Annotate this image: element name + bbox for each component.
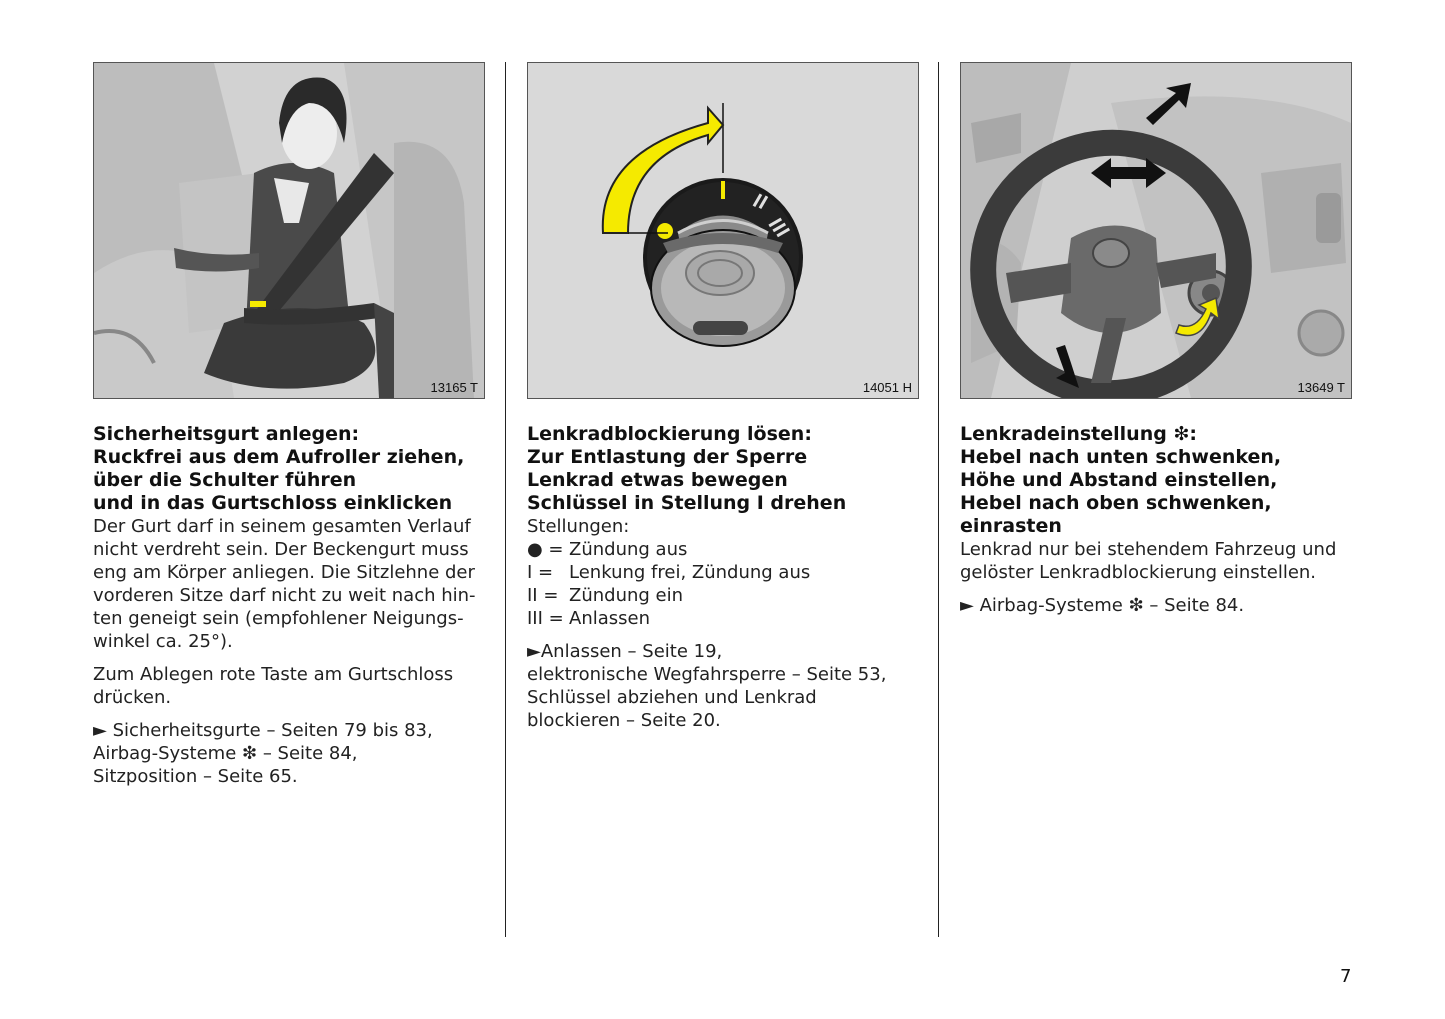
- reference-link[interactable]: ► Airbag-Systeme ❇ – Seite 84.: [960, 595, 1245, 616]
- figure-steering-wheel: [960, 62, 1352, 399]
- heading-line: Schlüssel in Stellung I drehen: [527, 492, 847, 514]
- heading-line: Hebel nach oben schwenken,: [960, 492, 1272, 514]
- heading-line: Sicherheitsgurt anlegen:: [93, 423, 360, 445]
- body-paragraph: Der Gurt darf in seinem gesamten Verlauf nicht verdreht sein. Der Beckengurt muss eng am Körper anliegen. Die Sitzlehne der vorderen Sitze darf nicht zu weit nach hin- ten geneigt sein (empfohlener Neigungs- winkel ca. 25°).: [93, 516, 476, 652]
- position-text: Zündung ein: [569, 585, 684, 606]
- reference-link[interactable]: ► Sicherheitsgurte – Seiten 79 bis 83,: [93, 720, 433, 741]
- page-number: 7: [1340, 966, 1352, 987]
- section-heading: [960, 423, 1352, 538]
- section-heading: [93, 423, 485, 515]
- heading-line: über die Schulter führen: [93, 469, 357, 491]
- position-mark: [721, 181, 725, 199]
- section-steering-adjust: [960, 62, 1352, 617]
- heading-line: Zur Entlastung der Sperre: [527, 446, 808, 468]
- positions-list: [527, 538, 919, 630]
- body-paragraph: Lenkrad nur bei stehendem Fahrzeug und gelöster Lenkradblockierung einstellen.: [960, 539, 1337, 583]
- heading-line: Lenkradblockierung lösen:: [527, 423, 812, 445]
- position-key: III =: [527, 608, 564, 629]
- reference-list: [960, 594, 1352, 617]
- reference-link[interactable]: blockieren – Seite 20.: [527, 710, 721, 731]
- position-row: [527, 607, 919, 630]
- heading-line: Hebel nach unten schwenken,: [960, 446, 1282, 468]
- positions-label: Stellungen:: [527, 516, 630, 537]
- column-divider: [505, 62, 506, 937]
- reference-link[interactable]: ►Anlassen – Seite 19,: [527, 641, 723, 662]
- heading-line: einrasten: [960, 515, 1062, 537]
- body-paragraph: Zum Ablegen rote Taste am Gurtschloss drücken.: [93, 664, 454, 708]
- position-text: Zündung aus: [569, 539, 688, 560]
- reference-link[interactable]: elektronische Wegfahrsperre – Seite 53,: [527, 664, 887, 685]
- figure-ignition-key: [527, 62, 919, 399]
- section-heading: [527, 423, 919, 515]
- position-text: Lenkung frei, Zündung aus: [569, 562, 811, 583]
- section-body: [93, 515, 485, 788]
- reference-link[interactable]: Airbag-Systeme ❇ – Seite 84,: [93, 743, 358, 764]
- position-row: [527, 538, 919, 561]
- section-seatbelt: [93, 62, 485, 788]
- section-body: [527, 515, 919, 732]
- figure-code: 13649 T: [1297, 380, 1345, 395]
- figure-code: 13165 T: [430, 380, 478, 395]
- ignition-illustration: [528, 63, 918, 398]
- heading-line: Lenkrad etwas bewegen: [527, 469, 788, 491]
- heading-line: Höhe und Abstand einstellen,: [960, 469, 1278, 491]
- position-text: Anlassen: [569, 608, 650, 629]
- reference-link[interactable]: Sitzposition – Seite 65.: [93, 766, 298, 787]
- position-key: ● =: [527, 539, 564, 560]
- reference-link[interactable]: Schlüssel abziehen und Lenkrad: [527, 687, 817, 708]
- heading-line: und in das Gurtschloss einklicken: [93, 492, 453, 514]
- position-key: I =: [527, 562, 554, 583]
- section-steering-lock: [527, 62, 919, 732]
- position-row: [527, 561, 919, 584]
- position-key: II =: [527, 585, 559, 606]
- section-body: [960, 538, 1352, 617]
- figure-seatbelt: [93, 62, 485, 399]
- position-row: [527, 584, 919, 607]
- column-divider: [938, 62, 939, 937]
- figure-code: 14051 H: [862, 380, 912, 395]
- reference-list: [93, 719, 485, 788]
- heading-line: Ruckfrei aus dem Aufroller ziehen,: [93, 446, 465, 468]
- steering-wheel-illustration: [961, 63, 1351, 398]
- reference-list: [527, 640, 919, 732]
- heading-line: Lenkradeinstellung ❇:: [960, 423, 1197, 445]
- seatbelt-illustration: [94, 63, 484, 398]
